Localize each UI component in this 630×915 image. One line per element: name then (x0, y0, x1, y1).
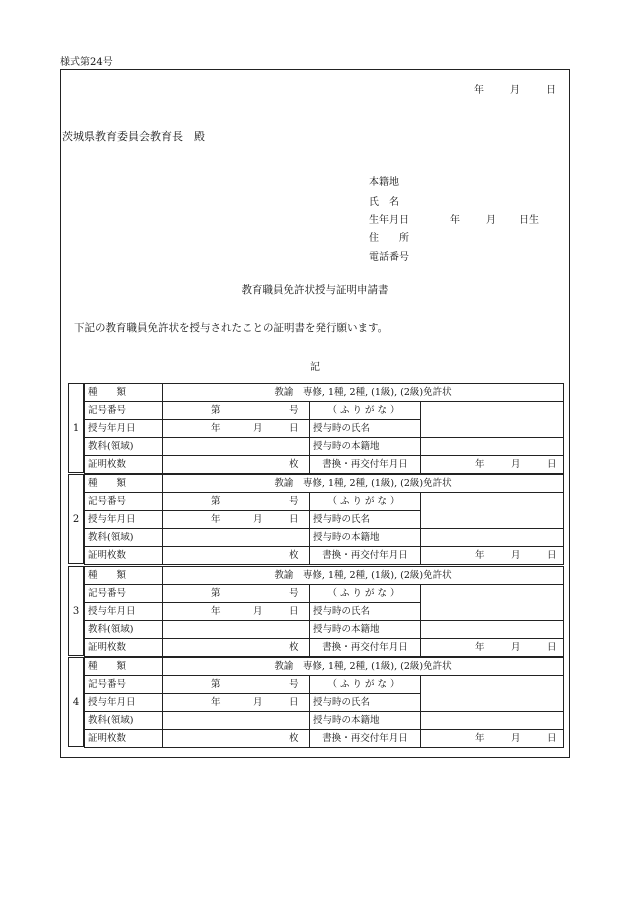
kyouka-label: 教科(領域) (84, 620, 163, 639)
birth-label: 生年月日 (369, 215, 409, 226)
day-text: 日 (289, 514, 299, 525)
entry-number: 3 (68, 566, 84, 656)
birth-day: 日生 (519, 215, 539, 226)
license-type[interactable]: 教諭 専修, 1種, 2種, (1級), (2級)免許状 (162, 566, 564, 585)
date-month: 月 (510, 85, 520, 96)
shurui-label: 種 類 (84, 474, 163, 493)
applicant-phone: 電話番号 (369, 252, 409, 263)
name-label: 授与時の氏名 (309, 419, 421, 438)
kigou-value[interactable] (162, 401, 310, 420)
reissue-value[interactable] (420, 546, 564, 565)
kyouka-label: 教科(領域) (84, 528, 163, 547)
honseki-label: 授与時の本籍地 (309, 437, 421, 456)
applicant-name: 氏 名 (369, 197, 399, 208)
form-number: 様式第24号 (60, 57, 113, 68)
maisu-label: 証明枚数 (84, 455, 163, 474)
kigou-label: 記号番号 (84, 584, 163, 603)
juyo-ymd-label: 授与年月日 (84, 419, 163, 438)
name-label: 授与時の氏名 (309, 602, 421, 621)
gou-text: 号 (289, 679, 299, 690)
year-text: 年 (211, 514, 221, 525)
applicant-birth (369, 211, 559, 226)
furigana-label: （ふりがな） (309, 675, 421, 694)
kyouka-value[interactable] (162, 437, 310, 456)
date-day: 日 (546, 85, 556, 96)
month-text: 月 (253, 606, 263, 617)
license-type[interactable]: 教諭 専修, 1種, 2種, (1級), (2級)免許状 (162, 657, 564, 676)
name-value[interactable] (420, 401, 564, 438)
reissue-label: 書換・再交付年月日 (309, 455, 421, 474)
shurui-label: 種 類 (84, 383, 163, 402)
maisu-value[interactable] (162, 455, 310, 474)
kyouka-value[interactable] (162, 711, 310, 730)
maisu-label: 証明枚数 (84, 546, 163, 565)
honseki-label: 授与時の本籍地 (309, 711, 421, 730)
mai-text: 枚 (289, 733, 299, 744)
entry-number: 1 (68, 383, 84, 473)
honseki-label: 授与時の本籍地 (309, 620, 421, 639)
kigou-value[interactable] (162, 675, 310, 694)
name-label: 授与時の氏名 (309, 510, 421, 529)
mai-text: 枚 (289, 459, 299, 470)
year-text: 年 (211, 606, 221, 617)
reissue-value[interactable] (420, 638, 564, 657)
reissue-label: 書換・再交付年月日 (309, 638, 421, 657)
gou-text: 号 (289, 496, 299, 507)
birth-year: 年 (450, 215, 460, 226)
dai-text: 第 (211, 405, 221, 416)
mai-text: 枚 (289, 642, 299, 653)
license-entry (68, 657, 564, 747)
dai-text: 第 (211, 496, 221, 507)
reissue-day: 日 (547, 642, 557, 653)
reissue-value[interactable] (420, 455, 564, 474)
applicant-honseki: 本籍地 (369, 177, 399, 188)
reissue-day: 日 (547, 733, 557, 744)
dai-text: 第 (211, 588, 221, 599)
name-value[interactable] (420, 492, 564, 529)
kyouka-value[interactable] (162, 528, 310, 547)
year-text: 年 (211, 423, 221, 434)
month-text: 月 (253, 514, 263, 525)
ki-label: 記 (310, 362, 320, 373)
honseki-value[interactable] (420, 620, 564, 639)
kigou-label: 記号番号 (84, 675, 163, 694)
name-label: 授与時の氏名 (309, 693, 421, 712)
honseki-label: 授与時の本籍地 (309, 528, 421, 547)
honseki-value[interactable] (420, 528, 564, 547)
gou-text: 号 (289, 405, 299, 416)
juyo-ymd-value[interactable] (162, 510, 310, 529)
juyo-ymd-label: 授与年月日 (84, 510, 163, 529)
honseki-value[interactable] (420, 711, 564, 730)
furigana-label: （ふりがな） (309, 492, 421, 511)
furigana-label: （ふりがな） (309, 401, 421, 420)
reissue-month: 月 (511, 550, 521, 561)
maisu-label: 証明枚数 (84, 729, 163, 748)
juyo-ymd-label: 授与年月日 (84, 693, 163, 712)
kyouka-label: 教科(領域) (84, 437, 163, 456)
juyo-ymd-value[interactable] (162, 419, 310, 438)
shurui-label: 種 類 (84, 657, 163, 676)
gou-text: 号 (289, 588, 299, 599)
month-text: 月 (253, 423, 263, 434)
juyo-ymd-label: 授与年月日 (84, 602, 163, 621)
month-text: 月 (253, 697, 263, 708)
date-year: 年 (474, 85, 484, 96)
furigana-label: （ふりがな） (309, 584, 421, 603)
day-text: 日 (289, 697, 299, 708)
entry-number: 2 (68, 474, 84, 564)
maisu-label: 証明枚数 (84, 638, 163, 657)
birth-month: 月 (486, 215, 496, 226)
maisu-value[interactable] (162, 638, 310, 657)
reissue-year: 年 (475, 550, 485, 561)
maisu-value[interactable] (162, 546, 310, 565)
request-text: 下記の教育職員免許状を授与されたことの証明書を発行願います。 (74, 322, 389, 334)
dai-text: 第 (211, 679, 221, 690)
juyo-ymd-value[interactable] (162, 602, 310, 621)
day-text: 日 (289, 423, 299, 434)
kigou-value[interactable] (162, 492, 310, 511)
reissue-month: 月 (511, 642, 521, 653)
addressee: 茨城県教育委員会教育長 殿 (62, 130, 205, 143)
reissue-label: 書換・再交付年月日 (309, 729, 421, 748)
mai-text: 枚 (289, 550, 299, 561)
license-type[interactable]: 教諭 専修, 1種, 2種, (1級), (2級)免許状 (162, 383, 564, 402)
kigou-label: 記号番号 (84, 401, 163, 420)
year-text: 年 (211, 697, 221, 708)
reissue-year: 年 (475, 733, 485, 744)
juyo-ymd-value[interactable] (162, 693, 310, 712)
shurui-label: 種 類 (84, 566, 163, 585)
name-value[interactable] (420, 584, 564, 621)
reissue-day: 日 (547, 459, 557, 470)
kyouka-value[interactable] (162, 620, 310, 639)
license-entry (68, 566, 564, 656)
reissue-value[interactable] (420, 729, 564, 748)
license-entry (68, 474, 564, 564)
reissue-month: 月 (511, 459, 521, 470)
name-value[interactable] (420, 675, 564, 712)
maisu-value[interactable] (162, 729, 310, 748)
reissue-month: 月 (511, 733, 521, 744)
kyouka-label: 教科(領域) (84, 711, 163, 730)
entry-number: 4 (68, 657, 84, 747)
applicant-address: 住 所 (369, 233, 409, 244)
kigou-label: 記号番号 (84, 492, 163, 511)
honseki-value[interactable] (420, 437, 564, 456)
reissue-label: 書換・再交付年月日 (309, 546, 421, 565)
license-type[interactable]: 教諭 専修, 1種, 2種, (1級), (2級)免許状 (162, 474, 564, 493)
day-text: 日 (289, 606, 299, 617)
reissue-year: 年 (475, 642, 485, 653)
license-entry (68, 383, 564, 473)
doc-title: 教育職員免許状授与証明申請書 (241, 284, 389, 296)
reissue-year: 年 (475, 459, 485, 470)
kigou-value[interactable] (162, 584, 310, 603)
reissue-day: 日 (547, 550, 557, 561)
